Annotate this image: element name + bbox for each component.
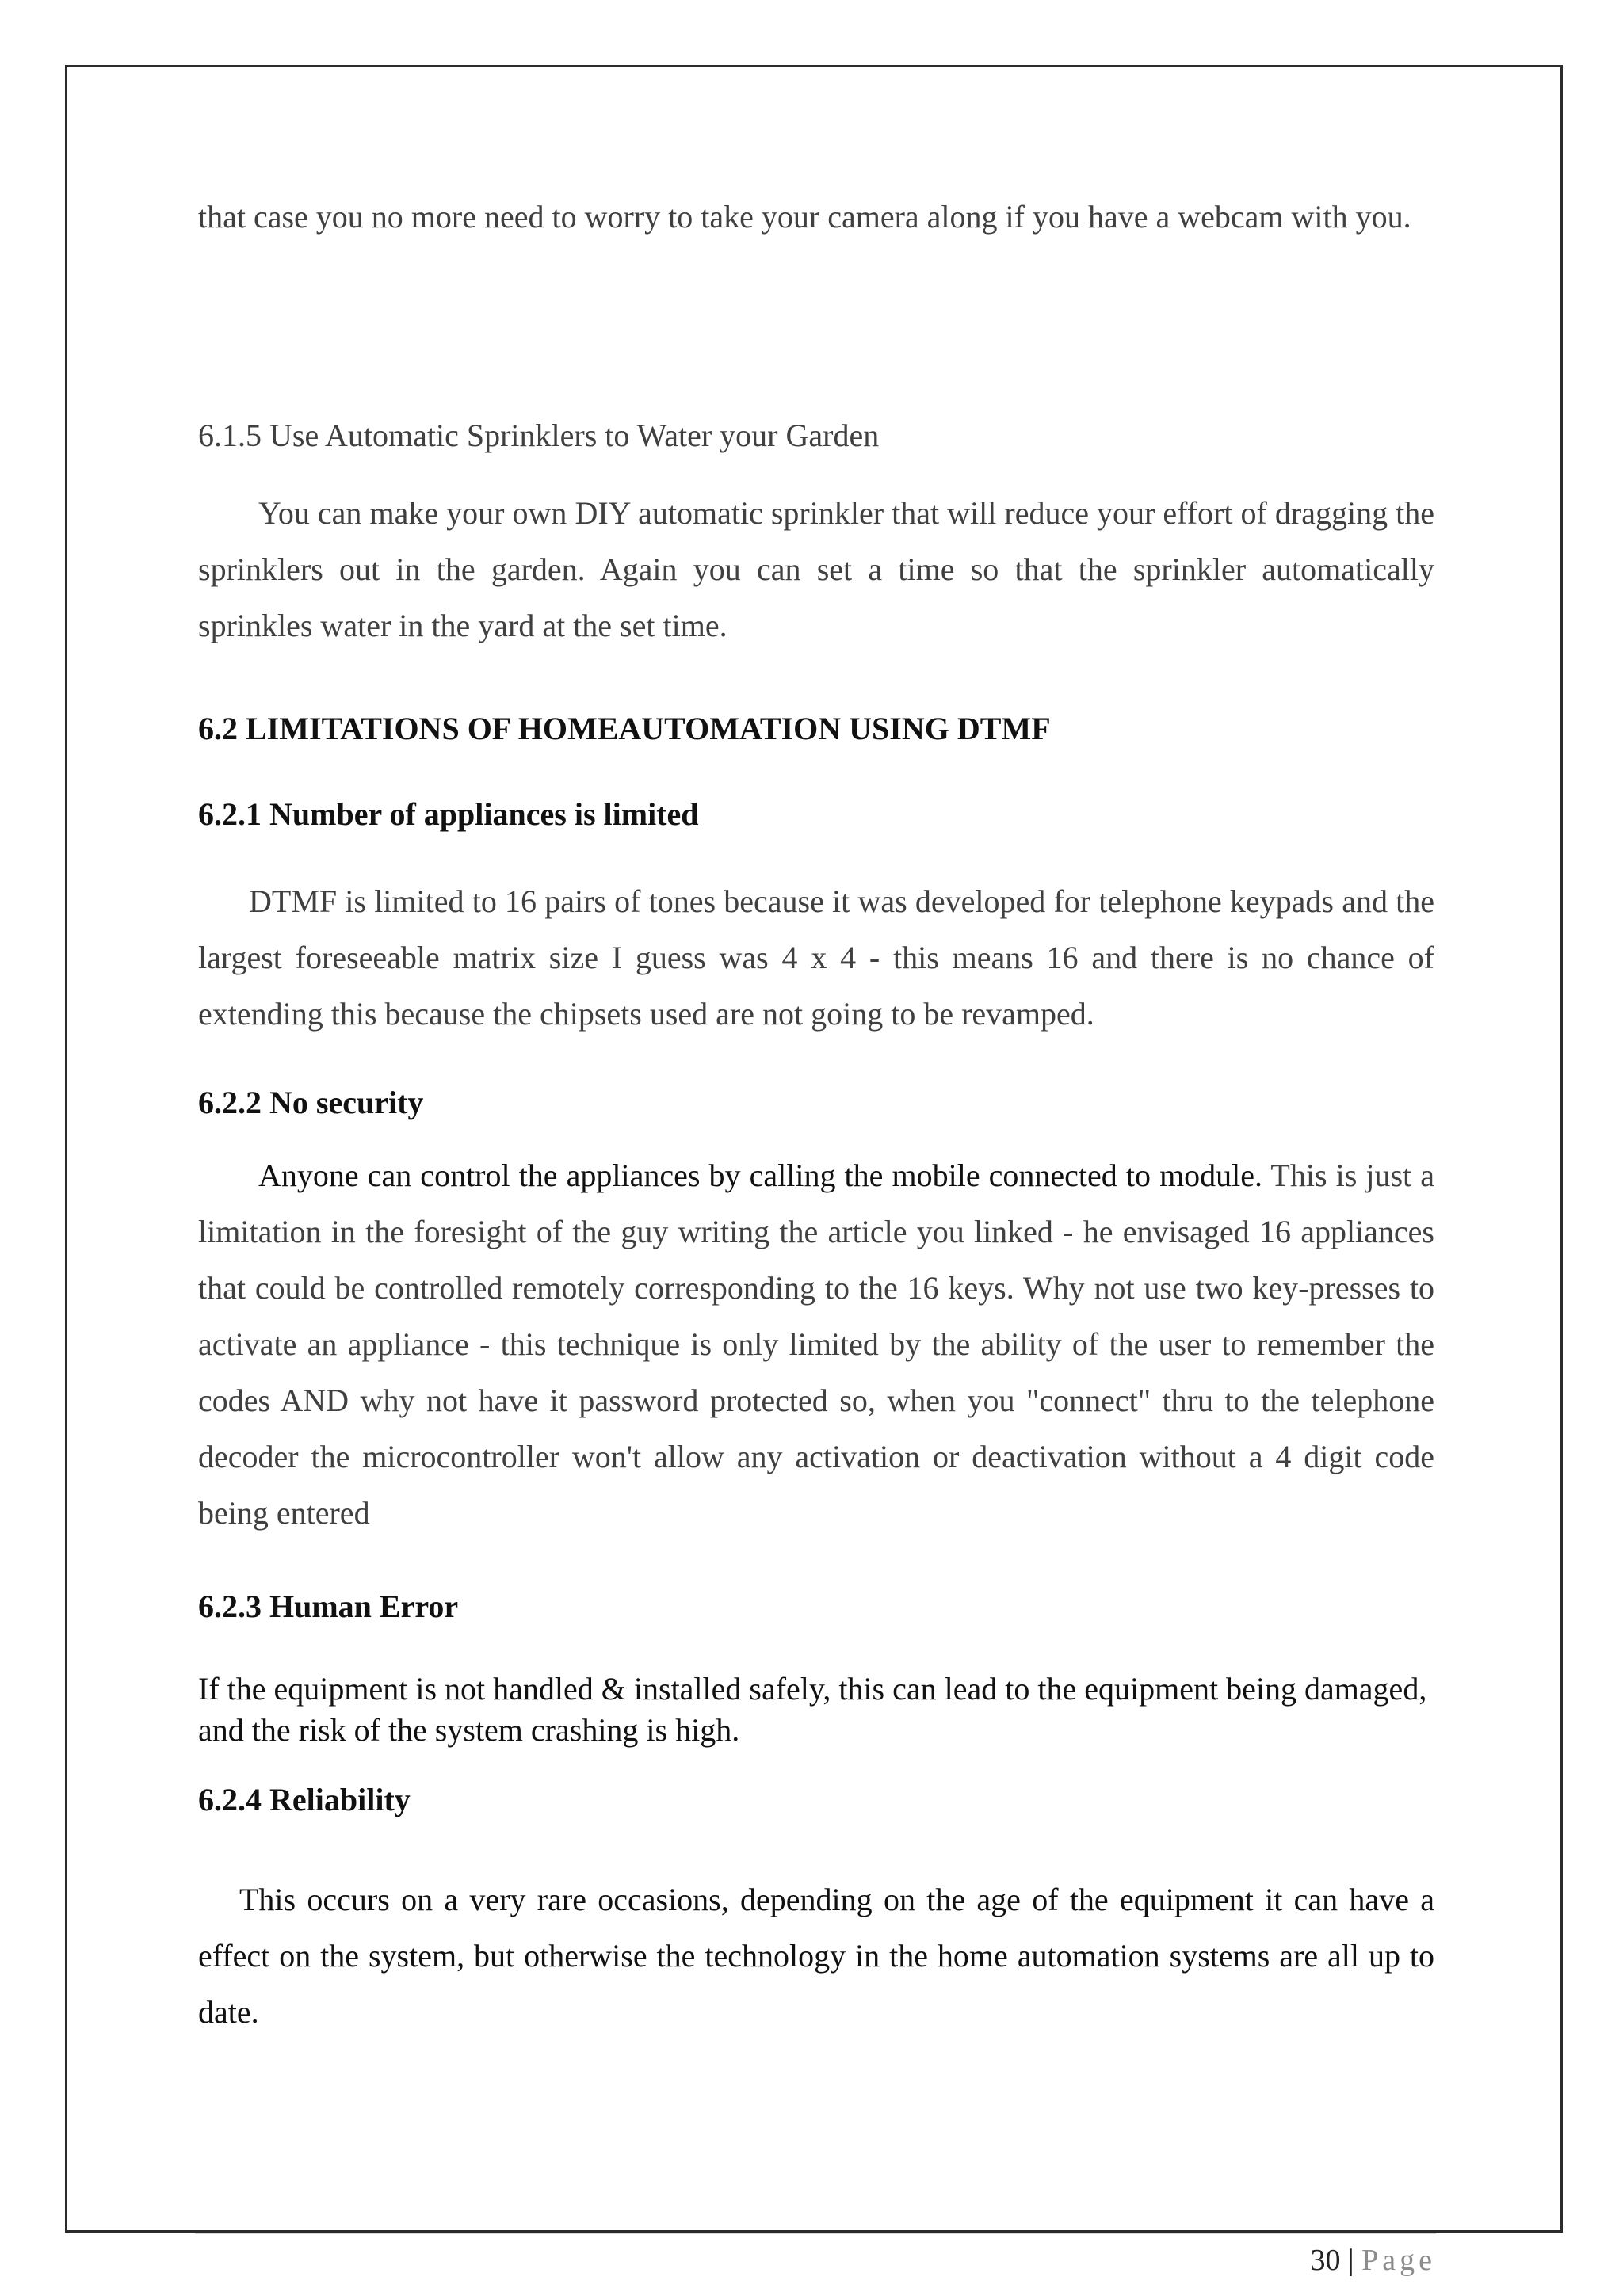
page-separator: | (1348, 2244, 1354, 2277)
section-615-title: 6.1.5 Use Automatic Sprinklers to Water your Garden (198, 418, 880, 453)
section-624-body: This occurs on a very rare occasions, depending on the age of the equipment it can have a effect on the system, but otherwise the technology in the home automation systems are all up to date. (198, 1882, 1434, 2030)
section-615-body: You can make your own DIY automatic sprinkler that will reduce your effort of dragging the sprinklers out in the garden. Again you can set a time so that the sprinkler automatically sprinkles water in the yard at the set time. (198, 495, 1434, 643)
section-622-body-rest: This is just a limitation in the foresight of the guy writing the article you linked - he envisaged 16 appliances that could be controlled remotely corresponding to the 16 keys. Why not use two key-presses to activate an appliance - this technique is only limited by the ability of the user to remember the codes AND why not have it password protected so, when you "connect" thru to the telephone decoder the microcontroller won't allow any activation or deactivation without a 4 digit code being entered (198, 1158, 1435, 1531)
section-622-body (198, 1147, 1434, 1541)
section-62-title: 6.2 LIMITATIONS OF HOMEAUTOMATION USING DTMF (198, 711, 1051, 746)
page-number: 30 (1310, 2244, 1341, 2277)
section-622-title: 6.2.2 No security (198, 1085, 424, 1120)
footer-rule (195, 2233, 1436, 2234)
section-623-body: If the equipment is not handled & installed safely, this can lead to the equipment being damaged, and the risk of the system crashing is high. (198, 1671, 1427, 1748)
section-623-title: 6.2.3 Human Error (198, 1589, 459, 1624)
page-word: Page (1361, 2244, 1436, 2277)
section-622-body-lead: Anyone can control the appliances by calling the mobile connected to module. (258, 1158, 1263, 1193)
section-624-title: 6.2.4 Reliability (198, 1782, 411, 1817)
section-621-body: DTMF is limited to 16 pairs of tones because it was developed for telephone keypads and the largest foreseeable matrix size I guess was 4 x 4 - this means 16 and there is no chance of extending this because the chipsets used are not going to be revamped. (198, 883, 1434, 1032)
continuation-paragraph: that case you no more need to worry to take your camera along if you have a webcam with you. (198, 199, 1411, 235)
page-number-footer (1311, 2242, 1436, 2279)
section-621-title: 6.2.1 Number of appliances is limited (198, 796, 699, 832)
